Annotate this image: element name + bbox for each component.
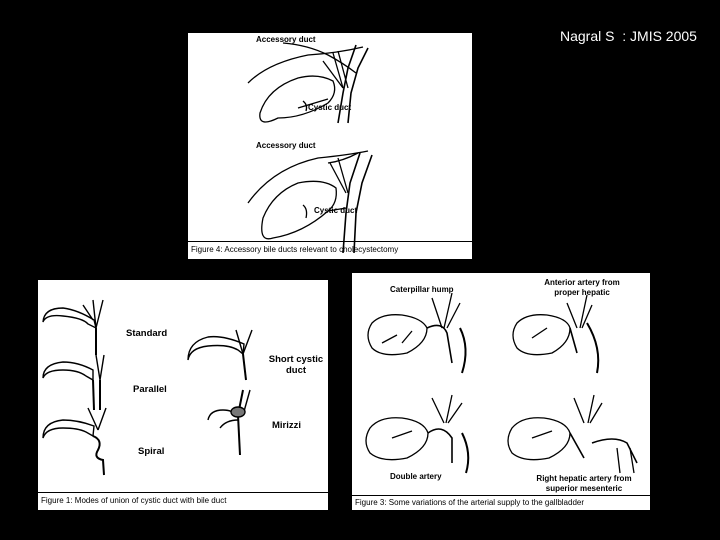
figure-3-caption: Figure 3: Some variations of the arterial supply to the gallbladder <box>355 498 585 507</box>
label-cystic-duct-top: Cystic duct <box>308 103 352 112</box>
label-accessory-duct-top: Accessory duct <box>256 35 316 44</box>
label-accessory-duct-bottom: Accessory duct <box>256 141 316 150</box>
label-anterior-artery: Anterior artery from proper hepatic <box>544 278 620 297</box>
caption-rule <box>38 492 328 493</box>
label-spiral: Spiral <box>138 446 165 457</box>
label-right-hepatic-artery: Right hepatic artery from superior mesenteric <box>536 474 632 493</box>
citation: Nagral S : JMIS 2005 <box>560 28 697 44</box>
label-short-cystic-duct: Short cystic duct <box>268 354 324 376</box>
label-mirizzi: Mirizzi <box>272 420 302 431</box>
label-double-artery: Double artery <box>390 472 442 481</box>
caption-rule <box>352 495 650 496</box>
figure-1-panel <box>38 280 328 510</box>
label-cystic-duct-bottom: Cystic duct <box>314 206 358 215</box>
caption-rule <box>188 241 472 242</box>
figure-3-panel <box>352 273 650 510</box>
figure-1-drawing <box>38 280 328 510</box>
label-standard: Standard <box>126 328 168 339</box>
label-caterpillar-hump: Caterpillar hump <box>390 285 454 294</box>
figure-4-panel <box>188 33 472 259</box>
figure-4-drawing <box>188 33 472 259</box>
figure-4-caption: Figure 4: Accessory bile ducts relevant to cholecystectomy <box>191 245 399 254</box>
figure-1-caption: Figure 1: Modes of union of cystic duct with bile duct <box>41 496 227 505</box>
label-parallel: Parallel <box>133 384 167 395</box>
